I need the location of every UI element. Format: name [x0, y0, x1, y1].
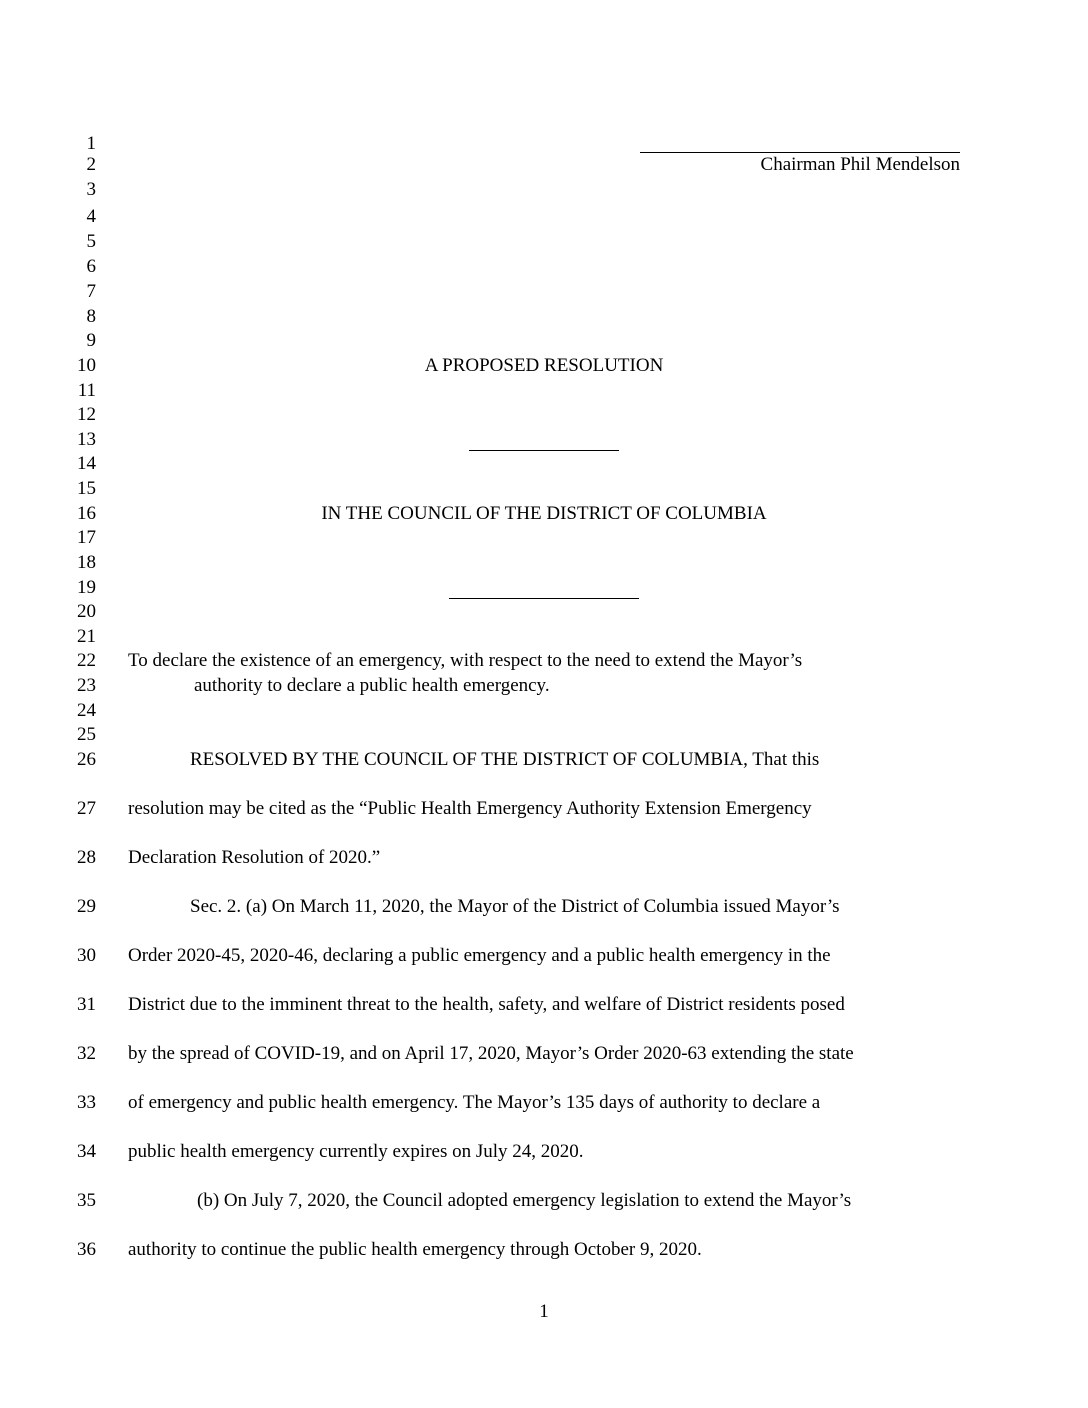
- line-number: 20: [77, 601, 96, 622]
- line-number: 23: [77, 675, 96, 696]
- line-number: 8: [86, 306, 96, 327]
- body-line: District due to the imminent threat to the health, safety, and welfare of District residents posed: [128, 994, 845, 1015]
- line-number: 18: [77, 552, 96, 573]
- signature-name: Chairman Phil Mendelson: [760, 154, 960, 175]
- line-number: 12: [77, 404, 96, 425]
- line-number: 13: [77, 429, 96, 450]
- line-number: 11: [77, 380, 96, 401]
- line-number: 1: [86, 133, 96, 154]
- purpose-line-2: authority to declare a public health emergency.: [194, 675, 550, 696]
- line-number: 19: [77, 577, 96, 598]
- line-number: 27: [77, 798, 96, 819]
- body-line: Sec. 2. (a) On March 11, 2020, the Mayor of the District of Columbia issued Mayor’s: [190, 896, 840, 917]
- line-number: 4: [86, 206, 96, 227]
- line-number: 7: [86, 281, 96, 302]
- line-number: 26: [77, 749, 96, 770]
- line-number: 9: [86, 330, 96, 351]
- body-line: Declaration Resolution of 2020.”: [128, 847, 381, 868]
- body-line: (b) On July 7, 2020, the Council adopted emergency legislation to extend the Mayor’s: [197, 1190, 852, 1211]
- body-line: authority to continue the public health emergency through October 9, 2020.: [128, 1239, 702, 1260]
- body-line: public health emergency currently expires on July 24, 2020.: [128, 1141, 584, 1162]
- line-number: 30: [77, 945, 96, 966]
- line-number: 35: [77, 1190, 96, 1211]
- line-number: 31: [77, 994, 96, 1015]
- body-line: Order 2020-45, 2020-46, declaring a public emergency and a public health emergency in the: [128, 945, 831, 966]
- line-number: 10: [77, 355, 96, 376]
- council-separator: [449, 598, 639, 599]
- line-number: 36: [77, 1239, 96, 1260]
- line-number: 16: [77, 503, 96, 524]
- line-number: 34: [77, 1141, 96, 1162]
- line-number: 24: [77, 700, 96, 721]
- body-line: of emergency and public health emergency. The Mayor’s 135 days of authority to declare a: [128, 1092, 821, 1113]
- line-number: 2: [86, 154, 96, 175]
- line-number: 3: [86, 179, 96, 200]
- line-number: 17: [77, 527, 96, 548]
- line-number: 32: [77, 1043, 96, 1064]
- purpose-line-1: To declare the existence of an emergency, with respect to the need to extend the Mayor’s: [128, 650, 803, 671]
- body-line: by the spread of COVID-19, and on April 17, 2020, Mayor’s Order 2020-63 extending the state: [128, 1043, 854, 1064]
- council-heading: IN THE COUNCIL OF THE DISTRICT OF COLUMBIA: [321, 503, 767, 524]
- line-number: 29: [77, 896, 96, 917]
- line-number: 6: [86, 256, 96, 277]
- line-number: 25: [77, 724, 96, 745]
- line-number: 22: [77, 650, 96, 671]
- line-number: 15: [77, 478, 96, 499]
- signature-line: [640, 152, 960, 153]
- line-number: 5: [86, 231, 96, 252]
- line-number: 33: [77, 1092, 96, 1113]
- line-number: 28: [77, 847, 96, 868]
- resolution-title: A PROPOSED RESOLUTION: [424, 355, 664, 376]
- line-number: 14: [77, 453, 96, 474]
- line-number: 21: [77, 626, 96, 647]
- page-number: 1: [539, 1301, 549, 1322]
- body-line: resolution may be cited as the “Public Health Emergency Authority Extension Emergency: [128, 798, 812, 819]
- body-line: RESOLVED BY THE COUNCIL OF THE DISTRICT OF COLUMBIA, That this: [190, 749, 820, 770]
- title-separator: [469, 450, 619, 451]
